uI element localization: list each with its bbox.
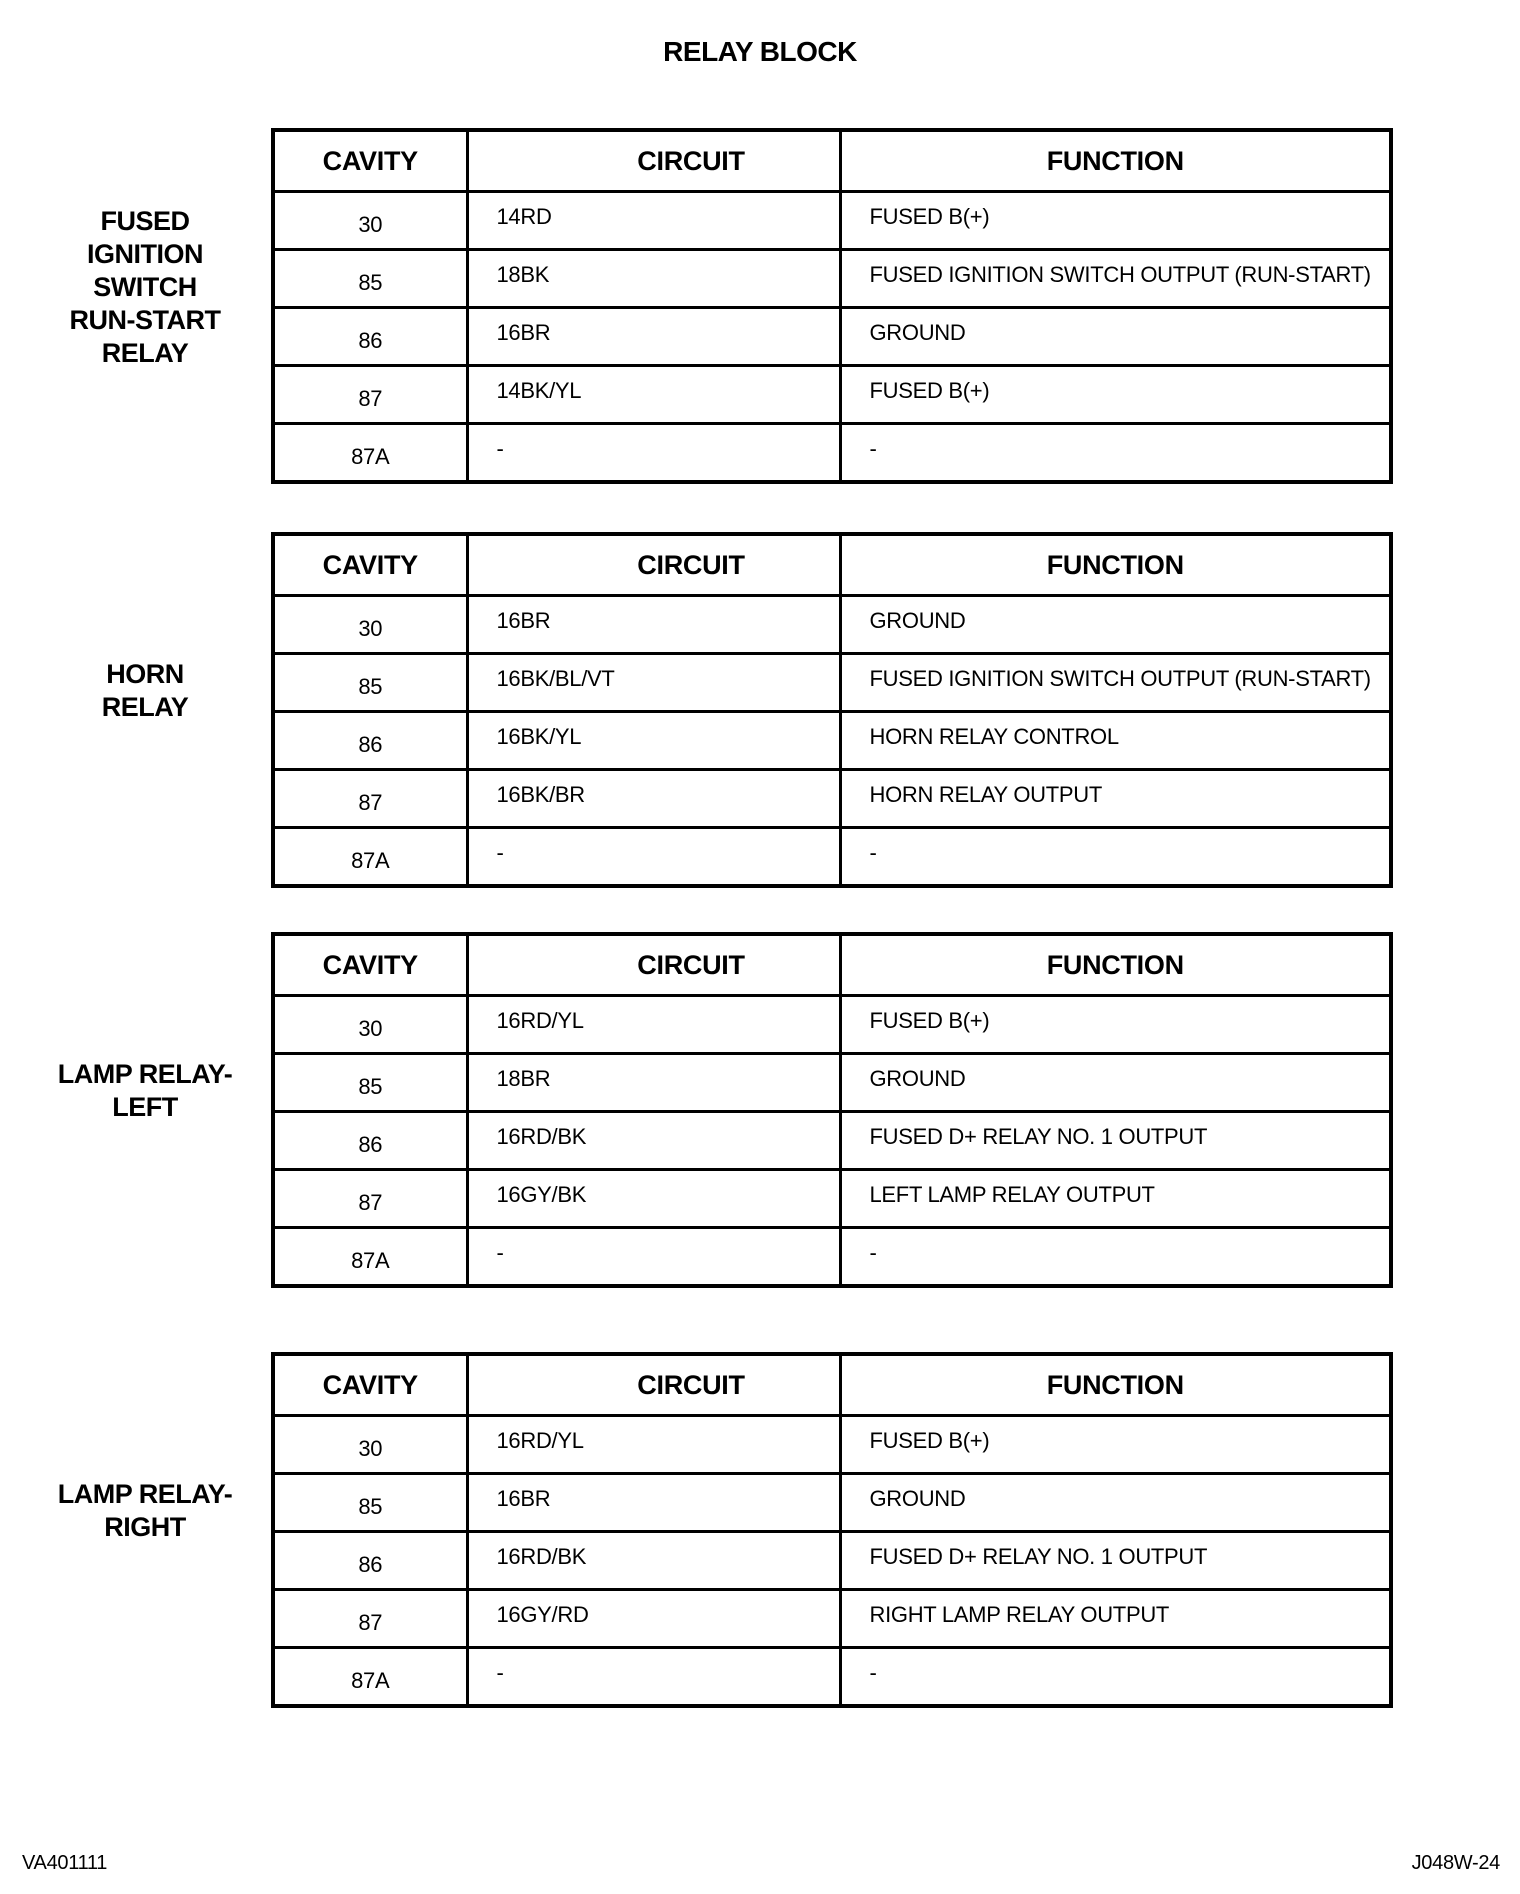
table-row [273,996,1391,1054]
circuit-cell: 16BK/BL/VT [467,654,840,712]
function-cell: GROUND [840,1054,1391,1112]
relay-label-line: LEFT [112,1092,178,1122]
table-row [273,1228,1391,1287]
relay-section-fused-ignition-switch-run-start-relay [0,128,1520,469]
table-row [273,828,1391,887]
cavity-cell: 86 [273,1112,467,1170]
cavity-cell: 87A [273,424,467,483]
cavity-cell: 30 [273,192,467,250]
function-cell: - [840,828,1391,887]
circuit-cell: - [467,1228,840,1287]
cavity-cell: 87 [273,1170,467,1228]
table-row [273,366,1391,424]
cavity-cell: 85 [273,654,467,712]
column-header-function: FUNCTION [840,130,1391,192]
table-header-row [273,934,1391,996]
cavity-cell: 86 [273,308,467,366]
table-row [273,424,1391,483]
connector-pin-table [271,1352,1393,1708]
function-cell: HORN RELAY CONTROL [840,712,1391,770]
cavity-cell: 87 [273,770,467,828]
function-cell: FUSED D+ RELAY NO. 1 OUTPUT [840,1532,1391,1590]
circuit-cell: 16BR [467,308,840,366]
relay-label-line: LAMP RELAY- [57,1479,233,1509]
function-cell: - [840,1648,1391,1707]
column-header-cavity: CAVITY [273,934,467,996]
table-row [273,1416,1391,1474]
function-cell: GROUND [840,596,1391,654]
function-cell: FUSED B(+) [840,192,1391,250]
table-row [273,770,1391,828]
column-header-cavity: CAVITY [273,534,467,596]
circuit-cell: 16RD/YL [467,1416,840,1474]
function-cell: GROUND [840,308,1391,366]
column-header-circuit: CIRCUIT [467,534,840,596]
cavity-cell: 30 [273,1416,467,1474]
relay-label [40,532,250,850]
cavity-cell: 87A [273,1228,467,1287]
connector-pin-table [271,128,1393,484]
relay-section-horn-relay [0,532,1520,873]
relay-label-line: IGNITION [86,238,203,269]
function-cell: FUSED D+ RELAY NO. 1 OUTPUT [840,1112,1391,1170]
relay-label [40,1352,250,1670]
relay-label [40,128,250,446]
table-row [273,308,1391,366]
figure-code-right: J048W-24 [1411,1852,1500,1874]
relay-label-line: HORN [106,659,184,689]
circuit-cell: 16BK/YL [467,712,840,770]
relay-label-line: RELAY [101,337,189,368]
cavity-cell: 86 [273,1532,467,1590]
table-row [273,192,1391,250]
function-cell: FUSED IGNITION SWITCH OUTPUT (RUN-START) [840,654,1391,712]
figure-code-left: VA401111 [22,1852,108,1874]
column-header-cavity: CAVITY [273,130,467,192]
column-header-function: FUNCTION [840,1354,1391,1416]
cavity-cell: 85 [273,1474,467,1532]
connector-pin-table [271,532,1393,888]
column-header-function: FUNCTION [840,934,1391,996]
function-cell: HORN RELAY OUTPUT [840,770,1391,828]
circuit-cell: - [467,1648,840,1707]
table-row [273,654,1391,712]
circuit-cell: - [467,424,840,483]
circuit-cell: 14RD [467,192,840,250]
table-row [273,1054,1391,1112]
circuit-cell: 18BK [467,250,840,308]
circuit-cell: 16RD/YL [467,996,840,1054]
circuit-cell: 16BR [467,596,840,654]
function-cell: FUSED B(+) [840,366,1391,424]
table-row [273,712,1391,770]
function-cell: - [840,424,1391,483]
table-row [273,1590,1391,1648]
table-header-row [273,534,1391,596]
table-row [273,1532,1391,1590]
connector-pin-table [271,932,1393,1288]
cavity-cell: 30 [273,596,467,654]
function-cell: RIGHT LAMP RELAY OUTPUT [840,1590,1391,1648]
relay-label-line: LAMP RELAY- [57,1059,233,1089]
table-row [273,1170,1391,1228]
table-row [273,1112,1391,1170]
circuit-cell: 14BK/YL [467,366,840,424]
cavity-cell: 87 [273,1590,467,1648]
column-header-cavity: CAVITY [273,1354,467,1416]
cavity-cell: 86 [273,712,467,770]
cavity-cell: 87A [273,828,467,887]
function-cell: LEFT LAMP RELAY OUTPUT [840,1170,1391,1228]
table-row [273,596,1391,654]
table-header-row [273,130,1391,192]
circuit-cell: 16RD/BK [467,1112,840,1170]
column-header-circuit: CIRCUIT [467,934,840,996]
table-header-row [273,1354,1391,1416]
circuit-cell: 18BR [467,1054,840,1112]
function-cell: - [840,1228,1391,1287]
cavity-cell: 85 [273,1054,467,1112]
circuit-cell: 16BK/BR [467,770,840,828]
relay-label-line: RIGHT [104,1512,186,1542]
cavity-cell: 30 [273,996,467,1054]
circuit-cell: 16GY/BK [467,1170,840,1228]
column-header-circuit: CIRCUIT [467,1354,840,1416]
relay-label [40,932,250,1250]
table-row [273,1474,1391,1532]
cavity-cell: 87A [273,1648,467,1707]
relay-label-line: FUSED [100,205,190,236]
circuit-cell: 16RD/BK [467,1532,840,1590]
relay-section-lamp-relay-right [0,1352,1520,1693]
table-row [273,1648,1391,1707]
cavity-cell: 85 [273,250,467,308]
page-title: RELAY BLOCK [663,36,857,67]
circuit-cell: 16GY/RD [467,1590,840,1648]
function-cell: FUSED B(+) [840,996,1391,1054]
function-cell: FUSED B(+) [840,1416,1391,1474]
relay-section-lamp-relay-left [0,932,1520,1273]
relay-label-line: RELAY [101,692,189,722]
cavity-cell: 87 [273,366,467,424]
function-cell: GROUND [840,1474,1391,1532]
relay-label-line: SWITCH [93,271,197,302]
relay-label-line: RUN-START [69,304,221,335]
table-row [273,250,1391,308]
column-header-function: FUNCTION [840,534,1391,596]
circuit-cell: - [467,828,840,887]
function-cell: FUSED IGNITION SWITCH OUTPUT (RUN-START) [840,250,1391,308]
circuit-cell: 16BR [467,1474,840,1532]
column-header-circuit: CIRCUIT [467,130,840,192]
